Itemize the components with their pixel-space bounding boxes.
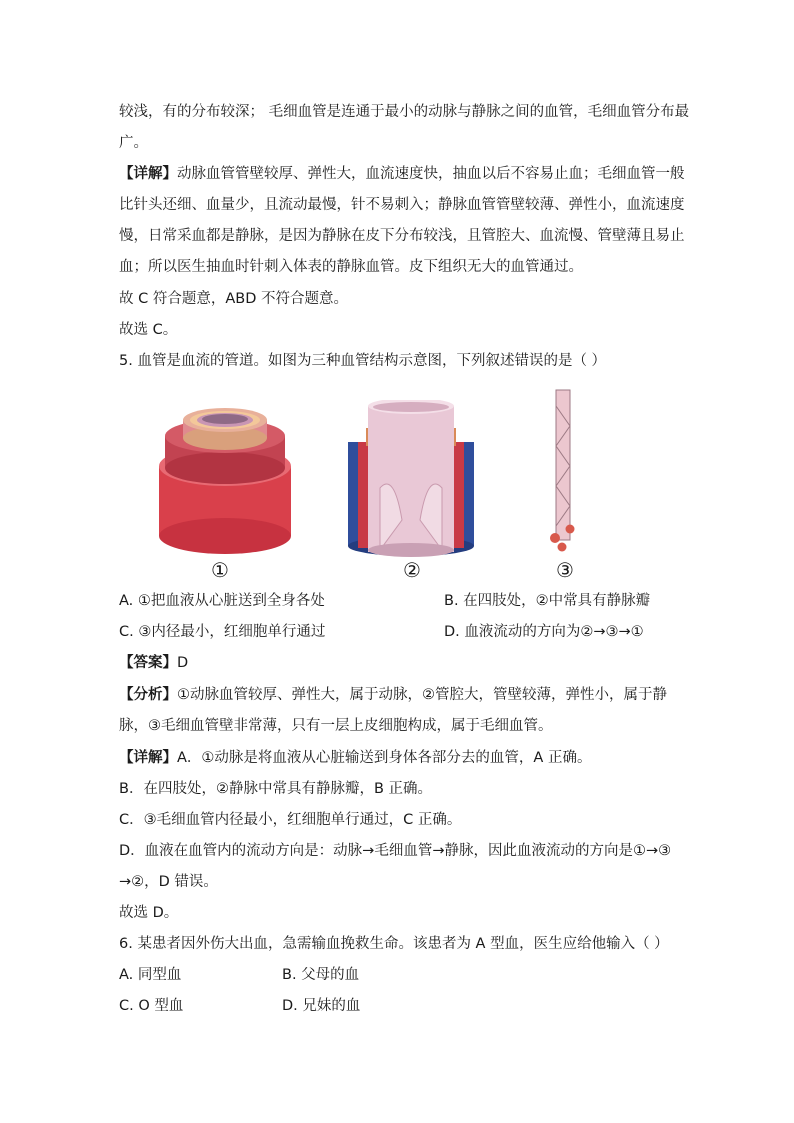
text-line: 血；所以医生抽血时针刺入体表的静脉血管。皮下组织无大的血管通过。: [119, 259, 583, 275]
vein-figure: [342, 400, 480, 558]
artery-figure: [153, 392, 297, 560]
text-line: 脉，③毛细血管壁非常薄，只有一层上皮细胞构成，属于毛细血管。: [119, 718, 553, 734]
analysis-line: [119, 685, 667, 705]
option-b: B. 父母的血: [282, 967, 360, 983]
option-d: D. 血液流动的方向为②→③→①: [444, 624, 644, 640]
choose-line: 故选 C。: [119, 322, 178, 338]
detail-text: A．①动脉是将血液从心脏输送到身体各部分去的血管，A 正确。: [177, 750, 592, 766]
capillary-figure: [546, 386, 582, 558]
figure-label: ②: [403, 558, 421, 582]
figure-label: ①: [211, 558, 229, 582]
figure-label: ③: [556, 558, 574, 582]
detail-line: →②，D 错误。: [119, 874, 218, 890]
option-a: A. 同型血: [119, 967, 182, 983]
detail-line: D．血液在血管内的流动方向是：动脉→毛细血管→静脉，因此血液流动的方向是①→③: [119, 843, 672, 859]
detail-line: [119, 748, 591, 768]
text-line: 比针头还细、血量少，且流动最慢，针不易刺入；静脉血管管壁较薄、弹性小，血流速度: [119, 197, 685, 213]
conclusion-line: 故 C 符合题意，ABD 不符合题意。: [119, 291, 348, 307]
detail-tag: 【详解】: [119, 166, 177, 182]
detail-paragraph: [119, 164, 685, 184]
text-line: 较浅，有的分布较深； 毛细血管是连通于最小的动脉与静脉之间的血管，毛细血管分布最: [119, 104, 690, 120]
option-a: A. ①把血液从心脏送到全身各处: [119, 593, 325, 609]
option-d: D. 兄妹的血: [282, 998, 361, 1014]
detail-text: 动脉血管管壁较厚、弹性大，血流速度快，抽血以后不容易止血；毛细血管一般: [177, 166, 685, 182]
analysis-tag: 【分析】: [119, 687, 177, 703]
answer-tag: 【答案】: [119, 655, 177, 671]
answer-line: [119, 653, 188, 673]
option-b: B. 在四肢处，②中常具有静脉瓣: [444, 593, 651, 609]
analysis-text: ①动脉血管较厚、弹性大，属于动脉，②管腔大，管壁较薄，弹性小，属于静: [177, 687, 667, 703]
detail-line: B．在四肢处，②静脉中常具有静脉瓣，B 正确。: [119, 781, 433, 797]
detail-tag: 【详解】: [119, 750, 177, 766]
option-c: C. O 型血: [119, 998, 184, 1014]
text-line: 广。: [119, 135, 148, 151]
option-c: C. ③内径最小，红细胞单行通过: [119, 624, 326, 640]
detail-line: C．③毛细血管内径最小，红细胞单行通过，C 正确。: [119, 812, 462, 828]
text-line: 慢，日常采血都是静脉，是因为静脉在皮下分布较浅，且管腔大、血流慢、管壁薄且易止: [119, 228, 685, 244]
question-5-stem: 5. 血管是血流的管道。如图为三种血管结构示意图，下列叙述错误的是（ ）: [119, 353, 607, 369]
choose-line: 故选 D。: [119, 905, 179, 921]
question-6-stem: 6. 某患者因外伤大出血，急需输血挽救生命。该患者为 A 型血，医生应给他输入（ ）: [119, 936, 669, 952]
answer-value: D: [177, 655, 189, 671]
